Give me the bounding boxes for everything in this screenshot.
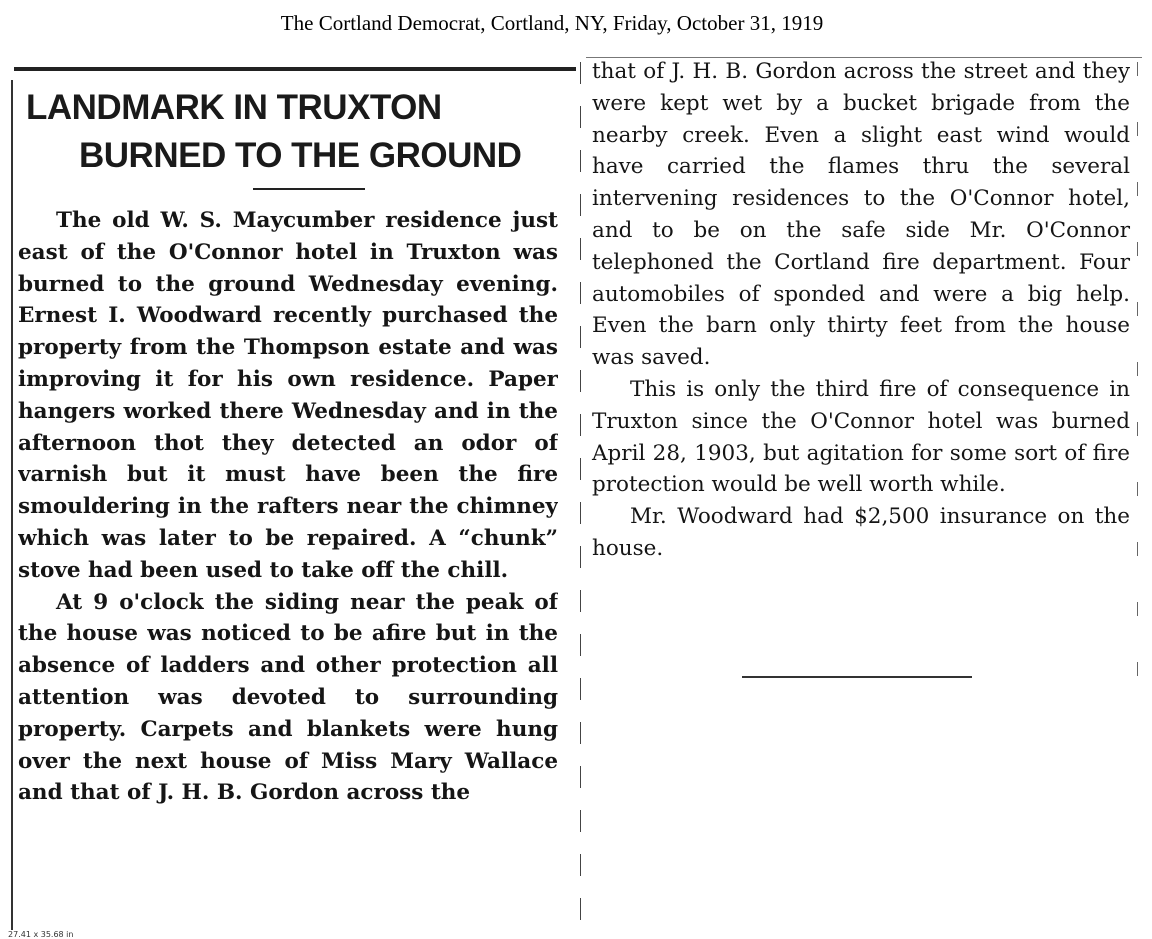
- headline-line-1: LANDMARK IN TRUXTON: [26, 88, 442, 127]
- right-column-edge: [1137, 62, 1138, 682]
- headline-line-2: BURNED TO THE GROUND: [79, 136, 522, 175]
- paragraph: that of J. H. B. Gordon across the street and they were kept wet by a bucket brigade from the nearby creek. Even a slight east wind would have carried the flames thru the several intervening residences to the O'Connor hotel, and to be on the safe side Mr. O'Connor telephoned the Cortland fire department. Four automobiles of sponded and were a big help. Even the barn only thirty feet from the house was saved.: [592, 59, 1130, 371]
- paragraph: The old W. S. Maycumber residence just east of the O'Connor hotel in Truxton was burned to the ground Wednesday evening. Ernest I. Woodward recently purchased the property from the Thompson estate and was improving it for his own residence. Paper hangers worked there Wednesday and in the afternoon thot they detected an odor of varnish but it must have been the fire smouldering in the rafters near the chimney which was later to be repaired. A “chunk” stove had been used to take off the chill.: [18, 208, 558, 583]
- column-divider: [580, 62, 581, 922]
- scan-size-note: 27.41 x 35.68 in: [8, 930, 74, 939]
- article-left-column: [18, 205, 558, 930]
- top-rule: [14, 67, 576, 71]
- paragraph: This is only the third fire of consequence in Truxton since the O'Connor hotel was burned April 28, 1903, but agitation for some sort of fire protection would be well worth while.: [592, 376, 1130, 498]
- paragraph: Mr. Woodward had $2,500 insurance on the house.: [592, 504, 1130, 561]
- left-column-edge: [11, 80, 13, 930]
- headline-rule: [253, 188, 365, 190]
- end-rule: [742, 676, 972, 678]
- newspaper-caption: The Cortland Democrat, Cortland, NY, Friday, October 31, 1919: [280, 11, 824, 35]
- headline: [26, 84, 571, 180]
- article-right-column: [592, 56, 1130, 565]
- paragraph: At 9 o'clock the siding near the peak of the house was noticed to be afire but in the absence of ladders and other protection all attention was devoted to surrounding property. Carpets and blankets were hung over the next house of Miss Mary Wallace and that of J. H. B. Gordon across the: [18, 589, 558, 806]
